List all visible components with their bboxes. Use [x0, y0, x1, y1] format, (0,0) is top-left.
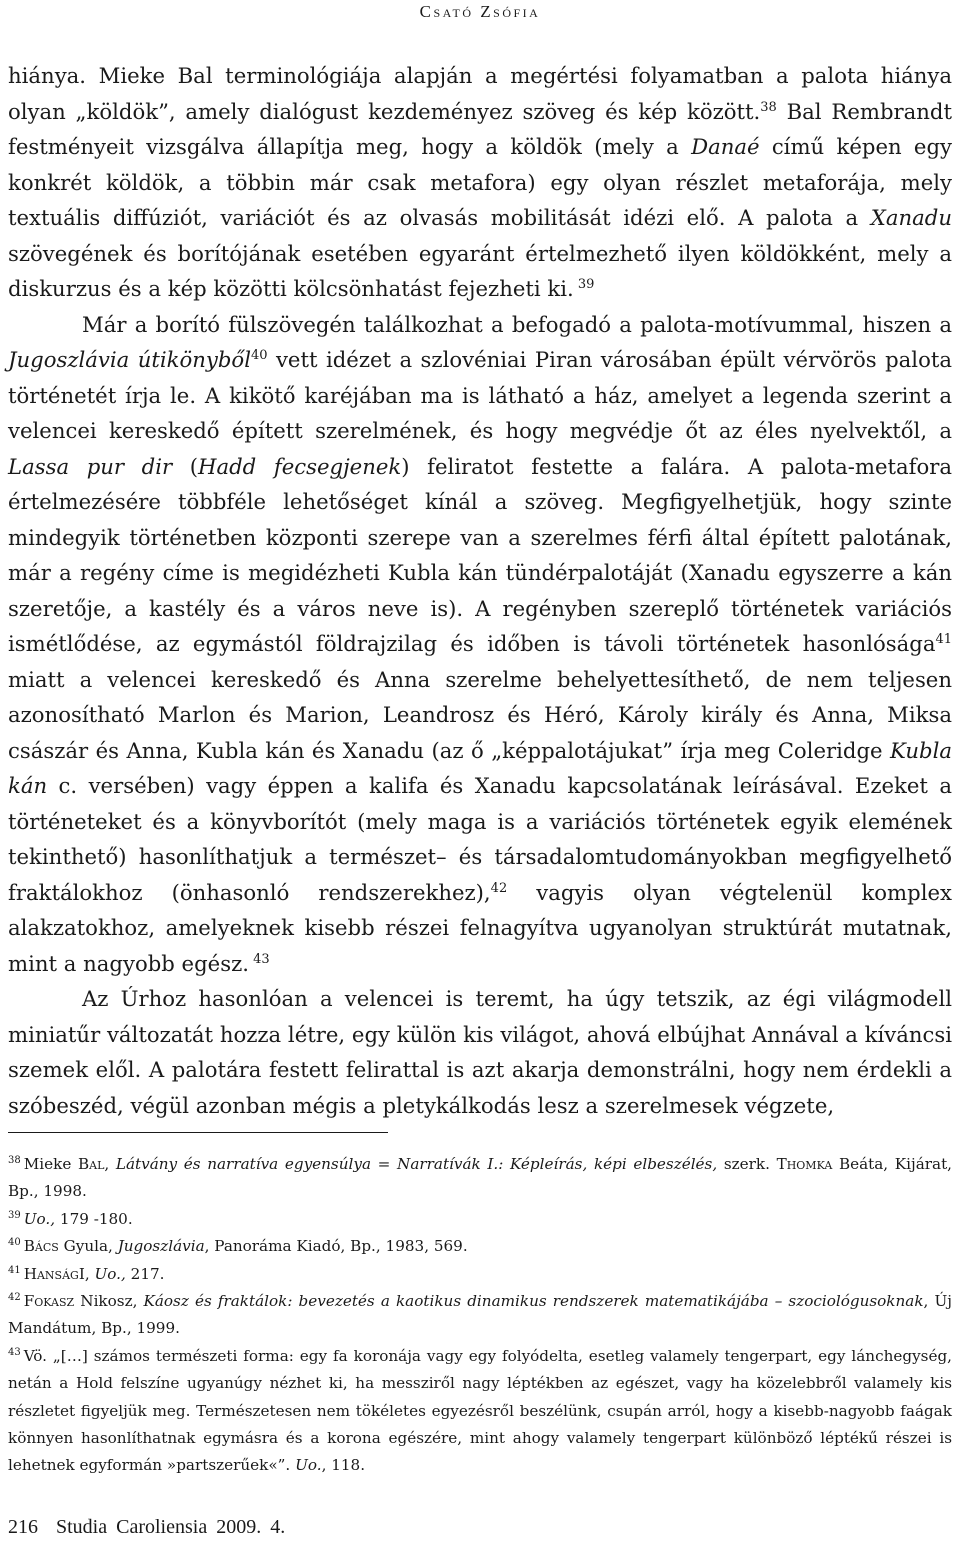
- running-head-text: Csató Zsófia: [419, 2, 541, 21]
- text-run: Beáta, Kijárat, Bp., 1998.: [8, 1155, 953, 1201]
- footnote-38: [8, 1151, 952, 1206]
- paragraph-2: [8, 307, 952, 982]
- text-run: 179 -180.: [55, 1209, 133, 1228]
- journal-name: Studia Caroliensia 2009. 4.: [56, 1516, 286, 1538]
- italic-title: Jugoszlávia útikönyből: [8, 347, 251, 372]
- editor-surname: Thomka: [776, 1155, 833, 1173]
- italic-phrase: Lassa pur dir: [8, 453, 173, 479]
- text-run: vagyis olyan végtelenül komplex alakzatokhoz, amelyeknek kisebb részei felnagyítva ugyanolyan struktúrát mutatnak, mint a nagyobb egész.: [8, 879, 952, 976]
- text-run: Az Úrhoz hasonlóan a velencei is teremt, ha úgy tetszik, az égi világmodell miniatűr változatát hozza létre, egy külön kis világot, ahová elbújhat Annával a kíváncsi szemek elől. A palotára festett felirattal is azt akarja demonstrálni, hogy nem érdekli a szóbeszéd, végül azonban mégis a pletykálkodás lesz a szerelmesek végzete,: [8, 986, 952, 1118]
- text-run: Vö. „[…] számos természeti forma: egy fa koronája vagy egy folyódelta, esetleg valamely tengerpart, egy lánchegység, netán a Hold felszíne ugyanúgy nézhet ki, ha messziről nagy léptékben az egészet, vagy ha közelebbről valamely kis részletet figyeljük meg. Természetesen nem tökéletes egyezésről beszélünk, csupán arról, hogy a kisebb-nagyobb faágak könnyen hasonlíthatnak egymásra és a korona egészére, mint ahogy valamely tengerpart különböző léptékű részei is lehetnek egyformán »partszerűek«”.: [8, 1346, 952, 1475]
- footnotes: [8, 1151, 952, 1480]
- italic-title: Uo.: [295, 1456, 322, 1475]
- italic-title: Uo.,: [23, 1209, 56, 1228]
- text-run: szerk.: [717, 1155, 777, 1173]
- footnote-ref-41[interactable]: 41: [935, 632, 952, 647]
- footnote-number: 40: [8, 1237, 21, 1249]
- text-run: című képen egy konkrét köldök, a többin már csak metafora) egy olyan részlet metaforája, mely textuális diffúziót, variációt és az olvasás mobilitását idézi elő. A palota a: [8, 134, 952, 230]
- footnote-number: 38: [8, 1155, 21, 1166]
- footnote-number: 41: [8, 1264, 21, 1276]
- footnote-number: 42: [8, 1292, 21, 1304]
- footnote-ref-40[interactable]: 40: [250, 348, 268, 363]
- paragraph-3: [8, 981, 952, 1123]
- italic-title: Látvány és narratíva egyensúlya = Narratívák I.: Képleírás, képi elbeszélés,: [115, 1155, 718, 1173]
- text-run: Gyula,: [58, 1237, 118, 1256]
- text-run: c. versében) vagy éppen a kalifa és Xanadu kapcsolatának leírásával. Ezeket a történeteket és a könyvborítót (mely maga is a variációs történetek egyik elemének tekinthető) hasonlíthatjuk a természet– és társadalomtudományokban megfigyelhető fraktálokhoz (önhasonló rendszerekhez),: [8, 773, 952, 905]
- footnote-42: [8, 1288, 952, 1343]
- author-surname: HanságI: [23, 1264, 85, 1283]
- running-head-author: [0, 2, 960, 22]
- footnote-number: 39: [8, 1209, 21, 1221]
- text-run: ,: [104, 1155, 116, 1173]
- italic-title: Jugoszlávia: [117, 1237, 205, 1256]
- italic-title: Kubla kán: [8, 737, 952, 798]
- main-text: [8, 58, 952, 1123]
- text-run: miatt a velencei kereskedő és Anna szerelme behelyettesíthető, de nem teljesen azonosítható Marlon és Marion, Leandrosz és Héró, Károly király és Anna, Miksa császár és Anna, Kubla kán és Xanadu (az ő „képpalotájukat” írja meg Coleridge: [8, 666, 952, 763]
- footnote-ref-43[interactable]: 43: [248, 951, 270, 967]
- text-run: szövegének és borítójának esetében egyaránt értelmezhető ilyen köldökként, mely a diskurzus és a kép közötti kölcsönhatást fejezheti ki.: [8, 240, 952, 301]
- page-number: 216: [8, 1516, 38, 1538]
- text-run: 217.: [125, 1264, 165, 1283]
- text-run: , Új Mandátum, Bp., 1999.: [8, 1292, 952, 1338]
- footnote-ref-38[interactable]: 38: [760, 99, 777, 115]
- footnote-number: 43: [8, 1346, 21, 1358]
- text-run: hiánya. Mieke Bal terminológiája alapján a megértési folyamatban a palota hiánya olyan „köldök”, amely dialógust kezdeményez szöveg és kép között.: [8, 63, 952, 124]
- footnote-41: [8, 1261, 952, 1288]
- footnote-39: [8, 1206, 952, 1233]
- text-run: ,: [84, 1264, 95, 1283]
- paragraph-1: [8, 58, 952, 307]
- text-run: , Panoráma Kiadó, Bp., 1983, 569.: [204, 1237, 468, 1256]
- author-surname: Fokasz: [23, 1292, 75, 1311]
- italic-title: Danaé: [691, 134, 760, 159]
- text-run: ) feliratot festette a falára. A palota-metafora értelmezésére többféle lehetőséget kínál a szöveg. Megfigyelhetjük, hogy szinte mindegyik történetben központi szerepe van a szerelmes férfi által épített palotának, már a regény címe is megidézheti Kubla kán tündérpalotáját (Xanadu egyszerre a kán szeretője, a kastély és a város neve is). A regényben szereplő történetek variációs ismétlődése, az egymástól földrajzilag és időben is távoli történetek hasonlósága: [8, 453, 952, 656]
- text-run: Nikosz,: [74, 1292, 144, 1311]
- text-run: Bal Rembrandt festményeit vizsgálva állapítja meg, hogy a köldök (mely a: [8, 98, 952, 159]
- italic-title: Káosz és fraktálok: bevezetés a kaotikus dinamikus rendszerek matematikájába – szociológusoknak: [143, 1292, 924, 1311]
- footnote-ref-42[interactable]: 42: [490, 880, 508, 896]
- italic-phrase: Hadd fecsegjenek: [198, 453, 402, 479]
- italic-title: Xanadu: [870, 205, 952, 230]
- page-footer: [8, 1516, 285, 1539]
- text-run: , 118.: [321, 1456, 366, 1475]
- text-run: Mieke: [23, 1155, 78, 1173]
- text-run: Már a borító fülszövegén találkozhat a befogadó a palota-motívummal, hiszen a: [82, 311, 952, 337]
- author-surname: Bal: [77, 1155, 105, 1173]
- footnote-separator: [8, 1132, 388, 1133]
- footnote-ref-39[interactable]: 39: [573, 277, 595, 292]
- italic-title: Uo.,: [94, 1264, 126, 1283]
- author-surname: Bács: [23, 1237, 59, 1256]
- footnote-43: [8, 1343, 952, 1480]
- footnote-40: [8, 1233, 952, 1260]
- text-run: vett idézet a szlovéniai Piran városában épült vérvörös palota történetét írja le. A kikötő karéjában ma is látható a ház, amelyet a legenda szerint a velencei kereskedő épített szerelmének, és hogy megvédje őt az éles nyelvektől, a: [8, 347, 952, 443]
- text-run: (: [172, 453, 199, 479]
